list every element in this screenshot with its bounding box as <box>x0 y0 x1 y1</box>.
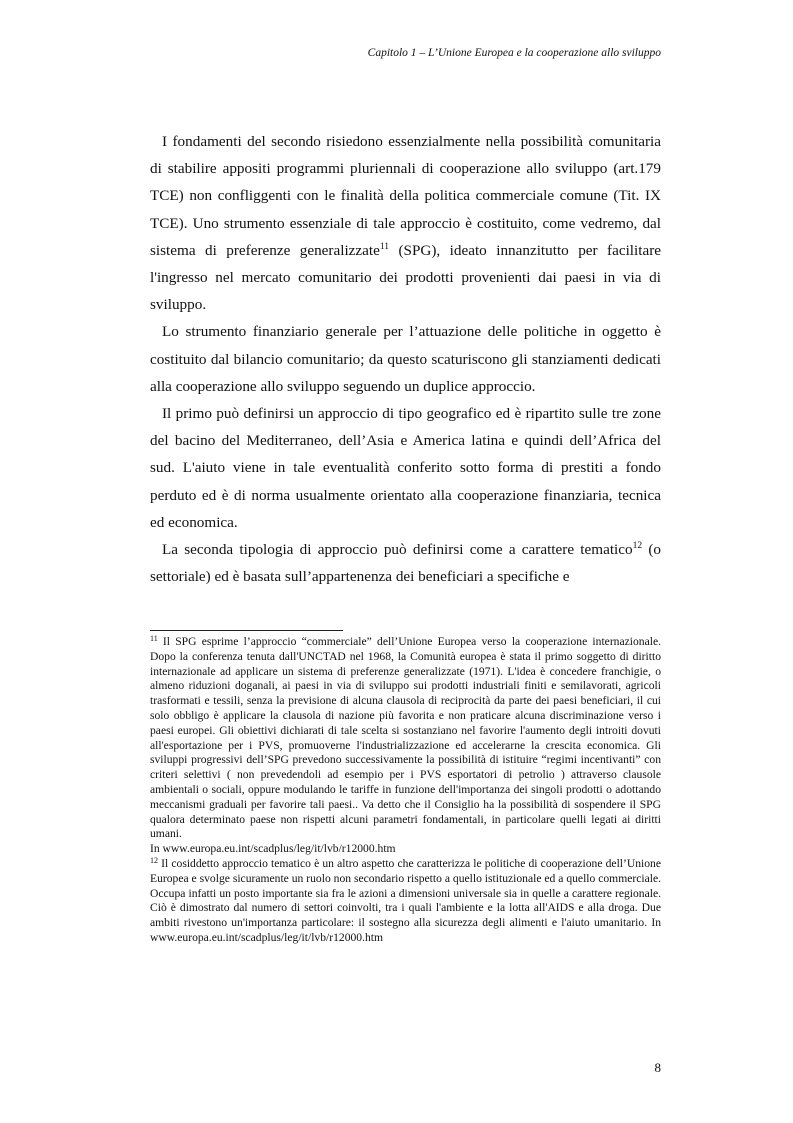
paragraph-1 <box>150 128 661 318</box>
paragraph-3: Il primo può definirsi un approccio di tipo geografico ed è ripartito sulle tre zone del bacino del Mediterraneo, dell’Asia e America latina e quindi dell’Africa del sud. L'aiuto viene in tale eventualità conferito sotto forma di prestiti a fondo perduto ed è di norma usualmente orientato alla cooperazione finanziaria, tecnica ed economica. <box>150 405 661 531</box>
running-header: Capitolo 1 – L’Unione Europea e la cooperazione allo sviluppo <box>367 47 661 59</box>
paragraph-4 <box>150 536 661 590</box>
paragraph-2: Lo strumento finanziario generale per l’attuazione delle politiche in oggetto è costituito dal bilancio comunitario; da questo scaturiscono gli stanziamenti dedicati alla cooperazione allo sviluppo seguendo un duplice approccio. <box>150 323 661 395</box>
footnotes <box>150 635 661 946</box>
footnote-divider <box>150 630 343 631</box>
footnote-number: 12 <box>150 855 158 865</box>
paragraph-4-text-cont: (o settoriale) ed è basata sull’appartenenza dei beneficiari a specifiche e <box>150 541 662 586</box>
footnote-ref-11[interactable]: 11 <box>379 241 390 252</box>
footnote-text: Il cosiddetto approccio tematico è un altro aspetto che caratterizza le politiche di cooperazione dell’Unione Europea e svolge sicuramente un ruolo non secondario rispetto a quello istituzionale ed a quello commerciale. Occupa infatti un posto importante sia fra le azioni a dimensioni universale sia in quelle a carattere regionale. Ciò è dimostrato dal numero di settori coinvolti, tra i quali l'ambiente e la lotta all'AIDS e alla droga. Due ambiti rivestono un'importanza particolare: il sostegno alla sicurezza degli alimenti e l'aiuto umanitario. In www.europa.eu.int/scadplus/leg/it/lvb/r12000.htm <box>150 856 661 944</box>
paragraph-1-text: I fondamenti del secondo risiedono essenzialmente nella possibilità comunitaria di stabilire appositi programmi pluriennali di cooperazione allo sviluppo (art.179 TCE) non confliggenti con le finalità della politica commerciale comune (Tit. IX TCE). Uno strumento essenziale di tale approccio è costituito, come vedremo, dal sistema di preferenze generalizzate <box>150 133 661 259</box>
footnote-11-source: In www.europa.eu.int/scadplus/leg/it/lvb/r12000.htm <box>150 842 396 856</box>
footnote-number: 11 <box>150 634 158 643</box>
footnote-12 <box>150 857 661 946</box>
footnote-ref-12[interactable]: 12 <box>632 541 643 552</box>
paragraph-4-text: La seconda tipologia di approccio può definirsi come a carattere tematico <box>162 541 633 559</box>
page-number: 8 <box>654 1060 661 1075</box>
footnote-11 <box>150 635 661 842</box>
paragraph-1-text-cont: (SPG), ideato innanzitutto per facilitare l'ingresso nel mercato comunitario dei prodotti provenienti dai paesi in via di sviluppo. <box>150 241 662 314</box>
footnote-text: Il SPG esprime l’approccio “commerciale” dell’Unione Europea verso la cooperazione internazionale. Dopo la conferenza tenuta dall'UNCTAD nel 1968, la Comunità europea è stata il primo soggetto di diritto internazionale ad applicare un sistema di preferenze generalizzate (1971). L'idea è concedere franchigie, o almeno riduzioni doganali, ai paesi in via di sviluppo sui prodotti industriali finiti e semilavorati, agricoli trasformati e tessili, senza la previsione di alcuna clausola di reciprocità da parte dei paesi beneficiari, il cui solo obbligo è applicare la clausola di nazione più favorita e non praticare alcuna discriminazione verso i paesi europei. Gli obiettivi dichiarati di tale scelta si sostanziano nel favorire l'aumento degli introiti dovuti all'esportazione per i PVS, promuoverne l'industrializzazione ed accelerarne la crescita economica. Gli sviluppi progressivi dell’SPG prevedono successivamente la possibilità di istituire “regimi incentivanti” con criteri selettivi ( non prevedendoli ad esempio per i PVS esportatori di petrolio ) attraverso clausole ambientali o sociali, oppure modulando le tariffe in funzione dell'importanza dei singoli prodotti o adottando meccanismi graduali per favorire tali paesi.. Va detto che il Consiglio ha la possibilità di sospendere il SPG qualora determinato paese non rispetti alcuni parametri fondamentali, in particolare quelli legati ai diritti umani. <box>150 635 661 841</box>
main-text <box>150 128 661 590</box>
